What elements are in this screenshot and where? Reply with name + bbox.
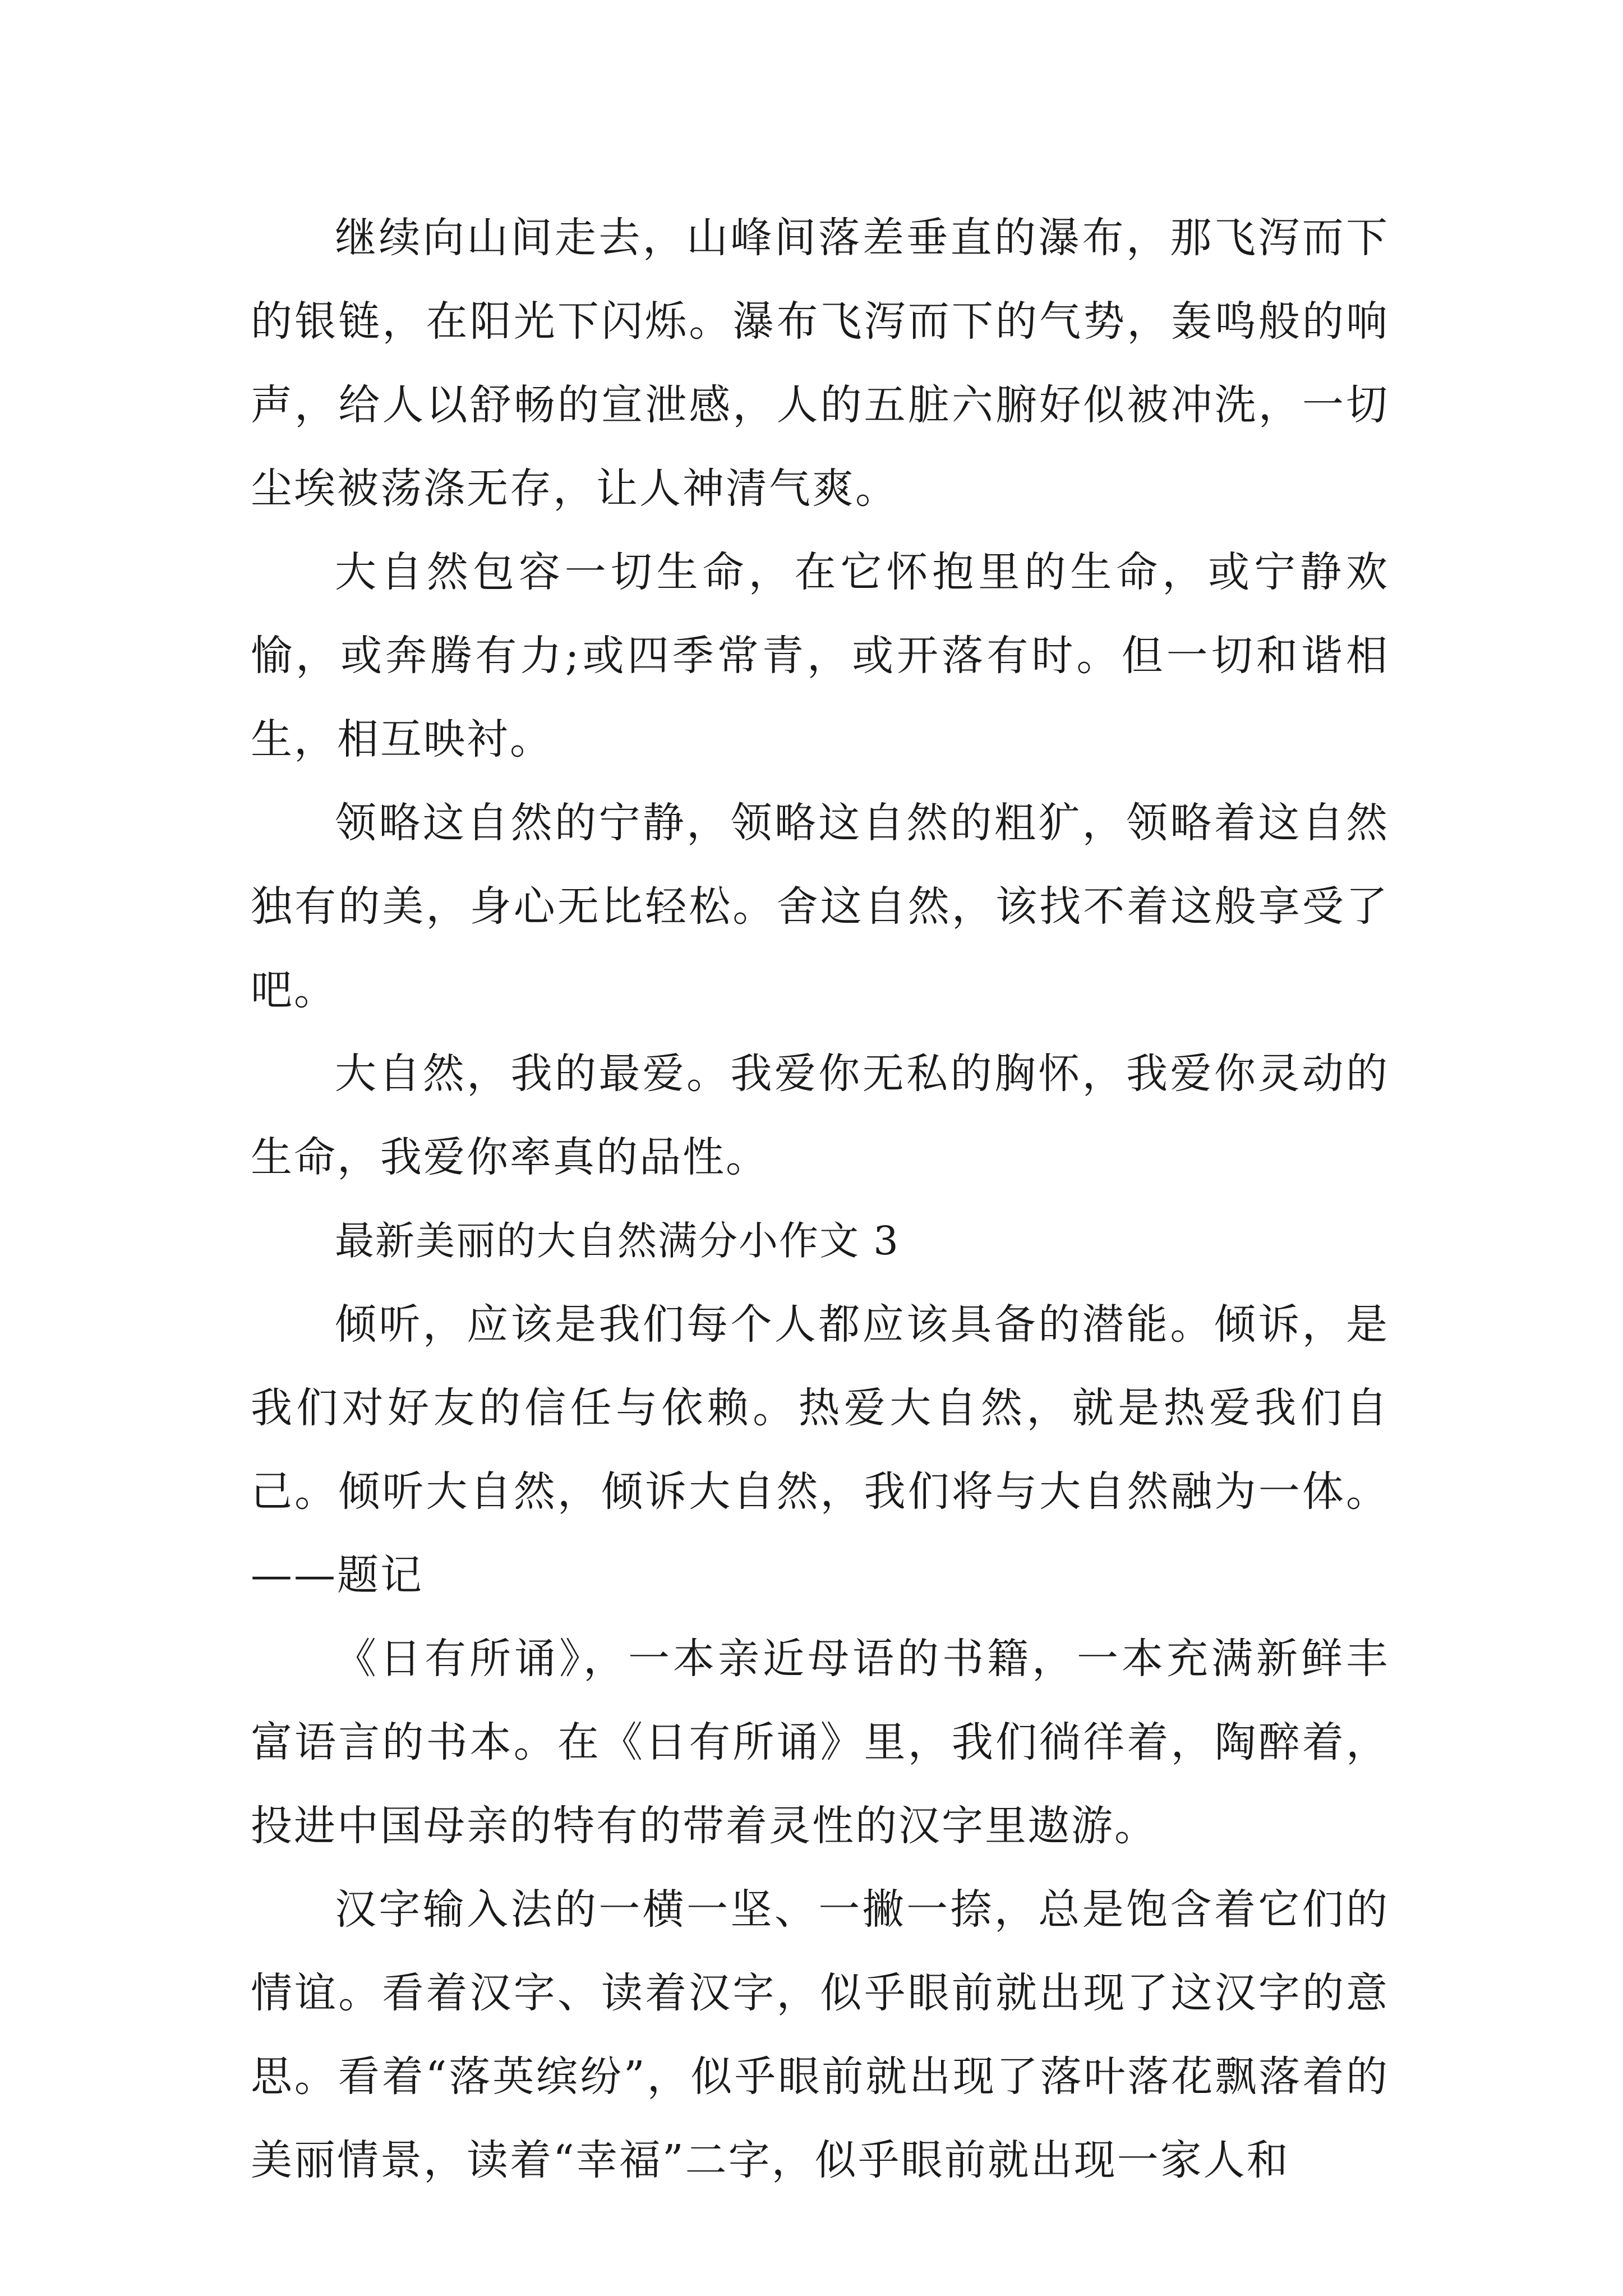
paragraph-book-intro: 《日有所诵》，一本亲近母语的书籍，一本充满新鲜丰富语言的书本。在《日有所诵》里，我们徜徉着，陶醉着，投进中国母亲的特有的带着灵性的汉字里遨游。 <box>251 1635 1389 1850</box>
paragraph-love-nature: 大自然，我的最爱。我爱你无私的胸怀，我爱你灵动的生命，我爱你率真的品性。 <box>251 1050 1389 1181</box>
paragraph-waterfall: 继续向山间走去，山峰间落差垂直的瀑布，那飞泻而下的银链，在阳光下闪烁。瀑布飞泻而下的气势，轰鸣般的响声，给人以舒畅的宣泄感，人的五脏六腑好似被冲洗，一切尘埃被荡涤无存，让人神清气爽。 <box>251 214 1389 513</box>
document-body <box>251 196 1389 2202</box>
paragraph-epigraph: 倾听，应该是我们每个人都应该具备的潜能。倾诉，是我们对好友的信任与依赖。热爱大自然，就是热爱我们自己。倾听大自然，倾诉大自然，我们将与大自然融为一体。——题记 <box>251 1300 1389 1599</box>
section-heading: 最新美丽的大自然满分小作文 3 <box>335 1218 900 1264</box>
paragraph-chinese-characters: 汉字输入法的一横一坚、一撇一捺，总是饱含着它们的情谊。看着汉字、读着汉字，似乎眼前就出现了这汉字的意思。看着“落英缤纷”，似乎眼前就出现了落叶落花飘落着的美丽情景，读着“幸福”二字，似乎眼前就出现一家人和 <box>251 1885 1389 2184</box>
paragraph-nature-embraces-life: 大自然包容一切生命，在它怀抱里的生命，或宁静欢愉，或奔腾有力;或四季常青，或开落有时。但一切和谐相生，相互映衬。 <box>251 548 1389 763</box>
paragraph-appreciate-nature: 领略这自然的宁静，领略这自然的粗犷，领略着这自然独有的美，身心无比轻松。舍这自然，该找不着这般享受了吧。 <box>251 799 1389 1014</box>
